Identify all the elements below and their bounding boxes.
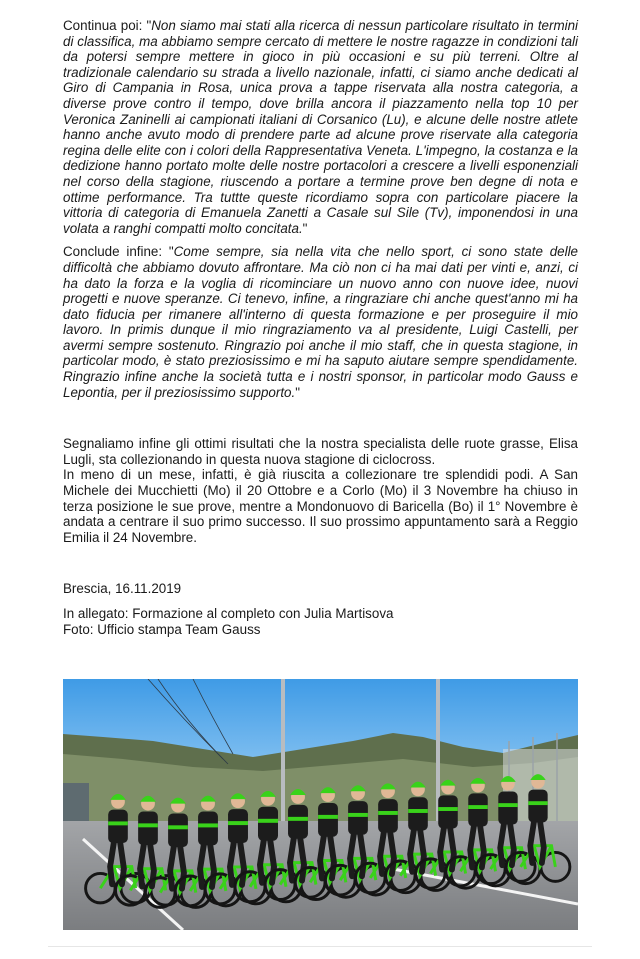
quote-text: Come sempre, sia nella vita che nello sport, ci sono state delle difficoltà che abbiamo dovuto affrontare. Ma ciò non ci ha mai dati per vinti e, anzi, ci ha dato la forza e la voglia di ricominciare un nuovo anno con nuove idee, nuovi progetti e nuove speranze. Ci tenevo, infine, a ringraziare chi anche quest'anno mi ha dato fiducia per rimanere all'interno di questa formazione e per proseguire il mio lavoro. In primis dunque il mio ringraziamento va al presidente, Luigi Castelli, per avermi sempre sostenuto. Ringrazio poi anche il mio staff, che in questa stagione, in particolar modo, è stato preziosissimo e mi ha saputo aiutare sempre spendidamente. Ringrazio infine anche la società tutta e i nostri sponsor, in particolar modo Gauss e Lepontia, per il preziosissimo supporto. (63, 244, 578, 400)
jersey-stripe (258, 819, 278, 823)
jersey-stripe (138, 823, 158, 827)
attachment-note: In allegato: Formazione al completo con Julia Martisova (63, 606, 394, 621)
rider-jersey (168, 813, 188, 847)
ciclocross-line-2: In meno di un mese, infatti, è già riuscita a collezionare tre splendidi podi. A San Michele dei Mucchietti (Mo) il 20 Ottobre e a Corlo (Mo) il 3 Novembre ha chiuso in terza posizione le sue prove, mentre a Mondonuovo di Baricella (Bo) il 1° Novembre è andata a centrare il suo primo successo. Il suo prossimo appuntamento sarà a Reggio Emilia il 24 Novembre. (63, 467, 578, 545)
jersey-stripe (228, 821, 248, 825)
rider-jersey (528, 790, 547, 823)
rider-jersey (408, 797, 428, 830)
ciclocross-line-1: Segnaliamo infine gli ottimi risultati che la nostra specialista delle ruote grasse, Elisa Lugli, sta collezionando in questa nuova stagione di ciclocross. (63, 436, 578, 467)
paragraph-quote-thanks (63, 244, 578, 400)
jersey-stripe (168, 825, 188, 829)
jersey-stripe (288, 817, 308, 821)
rider-jersey (198, 812, 218, 846)
rider-jersey (258, 807, 278, 841)
jersey-stripe (108, 821, 128, 825)
paragraph-intro: Continua poi: " (63, 18, 152, 33)
paragraph-ciclocross (63, 436, 578, 545)
building (63, 783, 89, 825)
rider-jersey (438, 795, 458, 828)
rider-jersey (108, 810, 128, 843)
rider-jersey (138, 812, 158, 846)
rider-jersey (348, 801, 368, 835)
jersey-stripe (528, 801, 547, 805)
team-photo (63, 679, 578, 930)
rider-jersey (318, 803, 338, 837)
bottom-divider (48, 946, 592, 947)
quote-close: " (302, 220, 308, 236)
jersey-stripe (468, 805, 487, 809)
rider-jersey (288, 805, 308, 839)
paragraph-intro: Conclude infine: " (63, 244, 174, 260)
rider-jersey (498, 792, 517, 825)
photo-credit: Foto: Ufficio stampa Team Gauss (63, 621, 261, 637)
quote-close: " (295, 384, 300, 400)
paragraph-quote-results (63, 18, 578, 236)
jersey-stripe (438, 807, 458, 811)
jersey-stripe (498, 803, 517, 807)
rider-jersey (468, 793, 487, 826)
article-body (63, 18, 578, 637)
jersey-stripe (348, 813, 368, 817)
rider-jersey (228, 809, 248, 843)
jersey-stripe (318, 815, 338, 819)
jersey-stripe (198, 823, 218, 827)
jersey-stripe (378, 811, 398, 815)
jersey-stripe (408, 809, 428, 813)
rider-jersey (378, 799, 398, 832)
quote-text: Non siamo mai stati alla ricerca di nessun particolare risultato in termini di classifica, ma abbiamo sempre cercato di mettere le nostre ragazze in condizioni tali da potersi sempre mettere in gioco in più occasioni e su più terreni. Oltre al tradizionale calendario su strada a livello nazionale, infatti, ci siamo anche dedicati al Giro di Campania in Rosa, unica prova a tappe riservata alla nostra categoria, a diverse prove contro il tempo, dove brilla ancora il piazzamento nella top 10 per Veronica Zaninelli ai campionati italiani di Corsanico (Lu), e alcune delle nostre atlete hanno anche avuto modo di prendere parte ad alcune prove riservate alla categoria regina delle elite con i colori della Rappresentativa Veneta. L'impegno, la costanza e la dedizione hanno portato molte delle nostre portacolori a crescere a livelli esponenziali nel corso della stagione, riuscendo a portare a termine prove ben degne di nota e ottime performance. Tra tuttte queste ricordiamo sopra con particolare piacere la vittoria di categoria di Emanuela Zanetti a Casale sul Sile (Tv), imponendosi in una volata a ranghi compatti molto concitata. (63, 18, 579, 236)
dateline: Brescia, 16.11.2019 (63, 581, 182, 597)
